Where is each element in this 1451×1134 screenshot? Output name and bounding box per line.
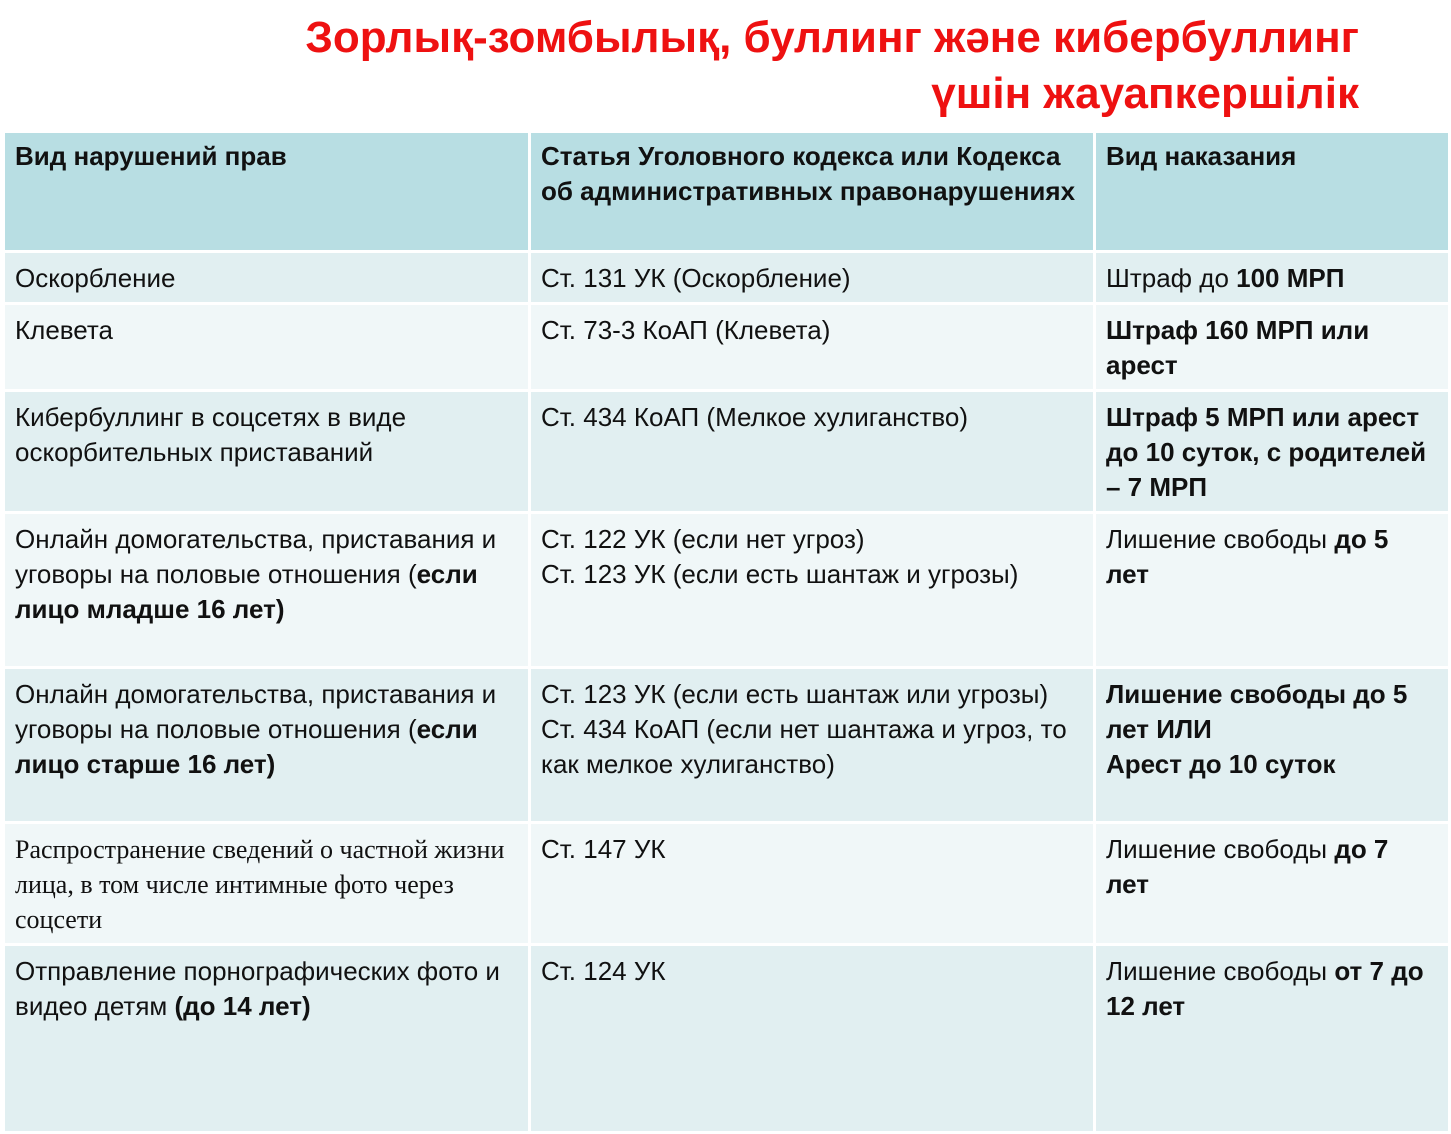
- penalty-text: Штраф до: [1106, 263, 1237, 293]
- violation-text: Онлайн домогательства, приставания и уговоры на половые отношения (: [15, 524, 497, 589]
- penalty-text: Лишение свободы: [1106, 956, 1335, 986]
- penalty-emphasis: до 7 лет: [1106, 834, 1389, 899]
- violation-cell: [4, 391, 530, 513]
- violation-emphasis: если лицо старше 16 лет): [15, 714, 478, 779]
- header-code-article: Статья Уголовного кодекса или Кодекса об административных правонарушениях: [530, 132, 1095, 252]
- penalty-emphasis: до 5 лет: [1106, 524, 1389, 589]
- article-text: Ст. 434 КоАП (Мелкое хулиганство): [541, 402, 969, 432]
- table-row: [4, 668, 1450, 823]
- table-row: [4, 945, 1450, 1133]
- slide-title: [119, 10, 1359, 125]
- penalty-emphasis-2: Арест до 10 суток: [1106, 749, 1336, 779]
- violation-text: Распространение сведений о частной жизни лица, в том числе интимные фото через соцсети: [15, 835, 505, 934]
- article-text-2: Ст. 434 КоАП (если нет шантажа и угроз, то как мелкое хулиганство): [541, 714, 1067, 779]
- article-text-1: Ст. 122 УК (если нет угроз): [541, 524, 865, 554]
- article-text-1: Ст. 123 УК (если есть шантаж или угрозы): [541, 679, 1049, 709]
- article-cell: [530, 304, 1095, 391]
- penalty-cell: [1095, 945, 1450, 1133]
- article-cell: [530, 668, 1095, 823]
- penalty-cell: [1095, 391, 1450, 513]
- penalty-emphasis: Штраф 5 МРП или арест до 10 суток, с родителей – 7 МРП: [1106, 402, 1427, 502]
- penalties-table: [2, 130, 1451, 1134]
- violation-text: Кибербуллинг в соцсетях в виде оскорбительных приставаний: [15, 402, 407, 467]
- article-cell: [530, 252, 1095, 304]
- penalty-emphasis-1: Лишение свободы до 5 лет ИЛИ: [1106, 679, 1408, 744]
- table-row: [4, 391, 1450, 513]
- penalty-cell: [1095, 252, 1450, 304]
- slide-title-line-1: Зорлық-зомбылық, буллинг және кибербуллинг: [305, 13, 1359, 62]
- article-cell: [530, 391, 1095, 513]
- violation-text: Отправление порнографических фото и видео детям: [15, 956, 500, 1021]
- violation-emphasis: если лицо младше 16 лет): [15, 559, 478, 624]
- article-text: Ст. 147 УК: [541, 834, 666, 864]
- table-row: [4, 823, 1450, 945]
- article-cell: [530, 823, 1095, 945]
- violation-emphasis: (до 14 лет): [174, 991, 311, 1021]
- penalty-cell: [1095, 823, 1450, 945]
- violation-cell: [4, 304, 530, 391]
- article-text: Ст. 73-3 КоАП (Клевета): [541, 315, 831, 345]
- penalty-cell: [1095, 513, 1450, 668]
- article-text: Ст. 131 УК (Оскорбление): [541, 263, 851, 293]
- penalty-emphasis: Штраф 160 МРП или арест: [1106, 315, 1370, 380]
- header-penalty-type: Вид наказания: [1095, 132, 1450, 252]
- table-row: [4, 304, 1450, 391]
- table-row: [4, 252, 1450, 304]
- header-violation-type: Вид нарушений прав: [4, 132, 530, 252]
- article-text-2: Ст. 123 УК (если есть шантаж и угрозы): [541, 559, 1019, 589]
- violation-cell: [4, 252, 530, 304]
- violation-cell: [4, 945, 530, 1133]
- penalty-text: Лишение свободы: [1106, 834, 1335, 864]
- penalty-emphasis: от 7 до 12 лет: [1106, 956, 1424, 1021]
- violation-cell: [4, 668, 530, 823]
- violation-cell: [4, 513, 530, 668]
- article-cell: [530, 945, 1095, 1133]
- article-text: Ст. 124 УК: [541, 956, 666, 986]
- violation-text: Онлайн домогательства, приставания и уговоры на половые отношения (: [15, 679, 497, 744]
- penalty-text: Лишение свободы: [1106, 524, 1335, 554]
- penalty-cell: [1095, 304, 1450, 391]
- violation-text: Оскорбление: [15, 263, 176, 293]
- penalty-emphasis: 100 МРП: [1236, 263, 1345, 293]
- slide-title-line-2: үшін жауапкершілік: [931, 69, 1359, 118]
- article-cell: [530, 513, 1095, 668]
- table-header-row: [4, 132, 1450, 252]
- table-row: [4, 513, 1450, 668]
- penalty-cell: [1095, 668, 1450, 823]
- violation-cell: [4, 823, 530, 945]
- violation-text: Клевета: [15, 315, 113, 345]
